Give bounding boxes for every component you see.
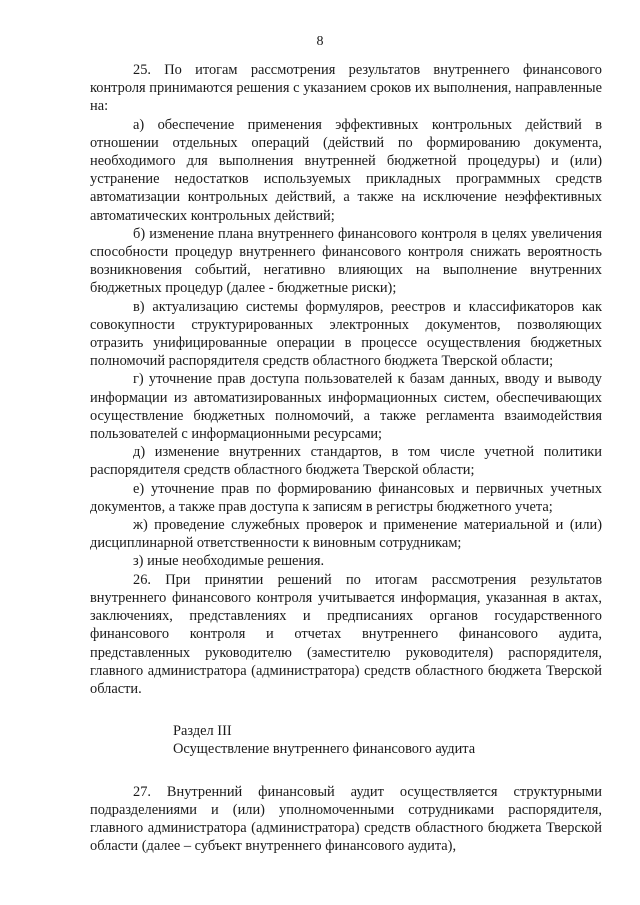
- paragraph-27: 27. Внутренний финансовый аудит осуществляется структурными подразделениями и (или) уполномоченными сотрудниками распорядителя, главного администратора (администратора) средств областного бюджета Тверской области (далее – субъект внутреннего финансового аудита),: [90, 783, 602, 855]
- paragraph-25-g: г) уточнение прав доступа пользователей к базам данных, вводу и выводу информации из автоматизированных информационных систем, обеспечивающих осуществление бюджетных полномочий, а также регламента взаимодействия пользователей с информационными ресурсами;: [90, 371, 602, 443]
- paragraph-25-b: б) изменение плана внутреннего финансового контроля в целях увеличения способности процедур внутреннего финансового контроля снижать вероятность возникновения событий, негативно влияющих на выполнение внутренних бюджетных процедур (далее - бюджетные риски);: [90, 225, 602, 297]
- section-title: Осуществление внутреннего финансового аудита: [173, 741, 476, 758]
- paragraph-26: 26. При принятии решений по итогам рассмотрения результатов внутреннего финансового контроля учитывается информация, указанная в актах, заключениях, представлениях и предписаниях органов государственного финансового контроля и отчетах внутреннего финансового аудита, представленных руководителю (заместителю руководителя) распорядителя, главного администратора (администратора) средств областного бюджета Тверской области.: [90, 571, 602, 697]
- paragraph-25-v: в) актуализацию системы формуляров, реестров и классификаторов как совокупности структурированных электронных документов, позволяющих отразить унифицированные операции в процессе осуществления бюджетных полномочий распорядителя средств областного бюджета Тверской области;: [90, 298, 602, 370]
- paragraph-25-e: е) уточнение прав по формированию финансовых и первичных учетных документов, а также прав доступа к записям в регистры бюджетного учета;: [90, 480, 602, 515]
- paragraph-25: 25. По итогам рассмотрения результатов внутреннего финансового контроля принимаются решения с указанием сроков их выполнения, направленные на:: [90, 62, 602, 115]
- paragraph-25-a: а) обеспечение применения эффективных контрольных действий в отношении отдельных операций (действий по формированию документа, необходимого для выполнения внутренней бюджетной процедуры) и (или) устранение недостатков используемых прикладных программных средств автоматизации контрольных действий, а также на исключение неэффективных автоматических контрольных действий;: [90, 116, 602, 224]
- page-number: 8: [316, 34, 324, 49]
- paragraph-25-z: з) иные необходимые решения.: [133, 553, 325, 570]
- section-number: Раздел III: [173, 723, 232, 740]
- document-body: [90, 61, 602, 855]
- paragraph-25-d: д) изменение внутренних стандартов, в том числе учетной политики распорядителя средств областного бюджета Тверской области;: [90, 444, 602, 479]
- paragraph-25-zh: ж) проведение служебных проверок и применение материальной и (или) дисциплинарной ответственности к виновным сотрудникам;: [90, 517, 602, 552]
